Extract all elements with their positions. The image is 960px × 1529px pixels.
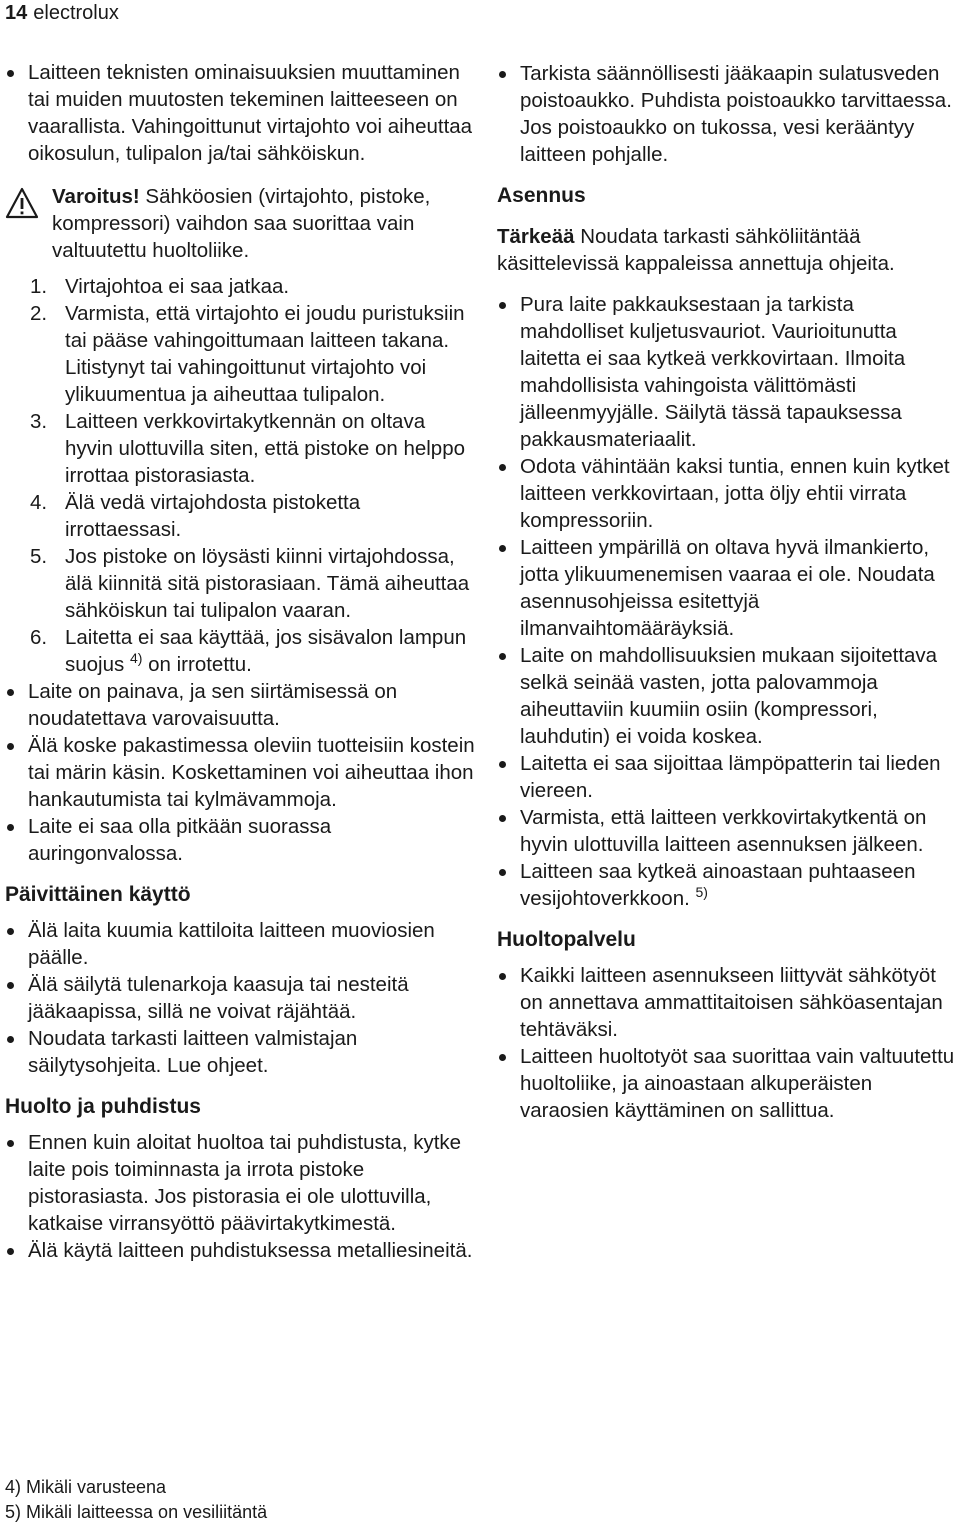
- list-item: Älä säilytä tulenarkoja kaasuja tai nesteitä jääkaapissa, sillä ne voivat räjähtää.: [5, 971, 475, 1025]
- footnote: 5) Mikäli laitteessa on vesiliitäntä: [5, 1502, 268, 1522]
- numbered-item: 5. Jos pistoke on löysästi kiinni virtajohdossa, älä kiinnitä sitä pistorasiaan. Tämä aiheuttaa sähköiskun tai tulipalon vaaran.: [30, 545, 470, 622]
- list-item: Älä koske pakastimessa oleviin tuotteisiin kostein tai märin käsin. Koskettaminen voi aiheuttaa ihon hankautumista tai kylmävammoja.: [5, 732, 475, 813]
- section-heading-service: Huoltopalvelu: [497, 928, 636, 951]
- numbered-item: 3. Laitteen verkkovirtakytkennän on oltava hyvin ulottuvilla siten, että pistoke on helppo irrottaa pistorasiasta.: [30, 410, 466, 487]
- footnote-ref: 5): [695, 884, 708, 900]
- list-item: Kaikki laitteen asennukseen liittyvät sähkötyöt on annettava ammattitaitoisen sähköasentajan tehtäväksi.: [497, 962, 959, 1043]
- section-heading-daily-use: Päivittäinen käyttö: [5, 883, 191, 906]
- list-item: Laitteen huoltotyöt saa suorittaa vain valtuutettu huoltoliike, ja ainoastaan alkuperäisten varaosien käyttäminen on sallittua.: [497, 1043, 959, 1124]
- footnote-ref: 4): [129, 650, 143, 666]
- section-heading-maintenance: Huolto ja puhdistus: [5, 1095, 201, 1118]
- list-item: Ennen kuin aloitat huoltoa tai puhdistusta, kytke laite pois toiminnasta ja irrota pistoke pistorasiasta. Jos pistorasia ei ole ulottuvilla, katkaise virransyöttö päävirtakytkimestä.: [5, 1129, 475, 1237]
- page-header: [5, 0, 119, 26]
- list-item: Laite ei saa olla pitkään suorassa auringonvalossa.: [5, 813, 475, 867]
- list-item: Pura laite pakkauksestaan ja tarkista mahdolliset kuljetusvauriot. Vaurioitunutta laitetta ei saa kytkeä verkkovirtaan. Ilmoita mahdollisista vahingoista välittömästi jälleenmyyjälle. Säilytä tässä tapauksessa pakkausmateriaalit.: [497, 291, 959, 453]
- warning-text: Sähköosien (virtajohto, pistoke, kompressori) vaihdon saa suorittaa vain valtuutettu huoltoliike.: [52, 185, 431, 262]
- numbered-list: [5, 273, 475, 678]
- right-column: [497, 60, 959, 1124]
- intro-bullet: Laitteen teknisten ominaisuuksien muuttaminen tai muiden muutosten tekeminen laitteeseen on vaarallista. Vahingoittunut virtajohto voi aiheuttaa oikosulun, tulipalon ja/tai sähköiskun.: [5, 59, 475, 167]
- footnotes: [5, 1475, 267, 1525]
- footnote: 4) Mikäli varusteena: [5, 1477, 167, 1497]
- left-column: [5, 59, 475, 1264]
- list-item: Älä laita kuumia kattiloita laitteen muoviosien päälle.: [5, 917, 475, 971]
- section-heading-installation: Asennus: [497, 184, 586, 207]
- list-item: Laitteen saa kytkeä ainoastaan puhtaaseen vesijohtoverkkoon. $^{5)}$: [497, 858, 959, 912]
- list-item: Noudata tarkasti laitteen valmistajan säilytysohjeita. Lue ohjeet.: [5, 1025, 475, 1079]
- page-number: 14: [5, 2, 28, 24]
- list-item: Varmista, että laitteen verkkovirtakytkentä on hyvin ulottuvilla laitteen asennuksen jälkeen.: [497, 804, 959, 858]
- list-item: Odota vähintään kaksi tuntia, ennen kuin kytket laitteen verkkovirtaan, jotta öljy ehtii virrata kompressoriin.: [497, 453, 959, 534]
- list-item: Tarkista säännöllisesti jääkaapin sulatusveden poistoaukko. Puhdista poistoaukko tarvittaessa. Jos poistoaukko on tukossa, vesi kerääntyy laitteen pohjalle.: [497, 60, 959, 168]
- list-item: Laitetta ei saa sijoittaa lämpöpatterin tai lieden viereen.: [497, 750, 959, 804]
- warning-icon: [5, 187, 39, 219]
- warning-notice: [5, 183, 475, 264]
- important-lead: Tärkeää: [497, 225, 575, 248]
- numbered-item: 2. Varmista, että virtajohto ei joudu puristuksiin tai pääse vahingoittumaan laitteen takana. Litistynyt tai vahingoittunut virtajohto voi ylikuumentua ja aiheuttaa tulipalon.: [30, 302, 465, 406]
- important-note: Tärkeää Noudata tarkasti sähköliitäntää käsittelevissä kappaleissa annettuja ohjeita.: [497, 225, 895, 275]
- warning-lead: Varoitus!: [52, 185, 140, 208]
- numbered-item: 1. Virtajohtoa ei saa jatkaa.: [30, 275, 290, 298]
- list-item: Laite on painava, ja sen siirtämisessä on noudatettava varovaisuutta.: [5, 678, 475, 732]
- list-item: Älä käytä laitteen puhdistuksessa metalliesineitä.: [5, 1237, 475, 1264]
- list-item: Laite on mahdollisuuksien mukaan sijoitettava selkä seinää vasten, jotta palovammoja aiheuttaviin kuumiin osiin (kompressori, lauhdutin) ei voida koskea.: [497, 642, 959, 750]
- numbered-item: 6. Laitetta ei saa käyttää, jos sisävalon lampun suojus $^{4)}$ on irrotettu.: [30, 626, 467, 676]
- numbered-item: 4. Älä vedä virtajohdosta pistoketta irrottaessasi.: [30, 491, 361, 541]
- list-item: Laitteen ympärillä on oltava hyvä ilmankierto, jotta ylikuumenemisen vaaraa ei ole. Noudata asennusohjeissa esitettyjä ilmanvaihtomääräyksiä.: [497, 534, 959, 642]
- brand-name: electrolux: [33, 2, 119, 24]
